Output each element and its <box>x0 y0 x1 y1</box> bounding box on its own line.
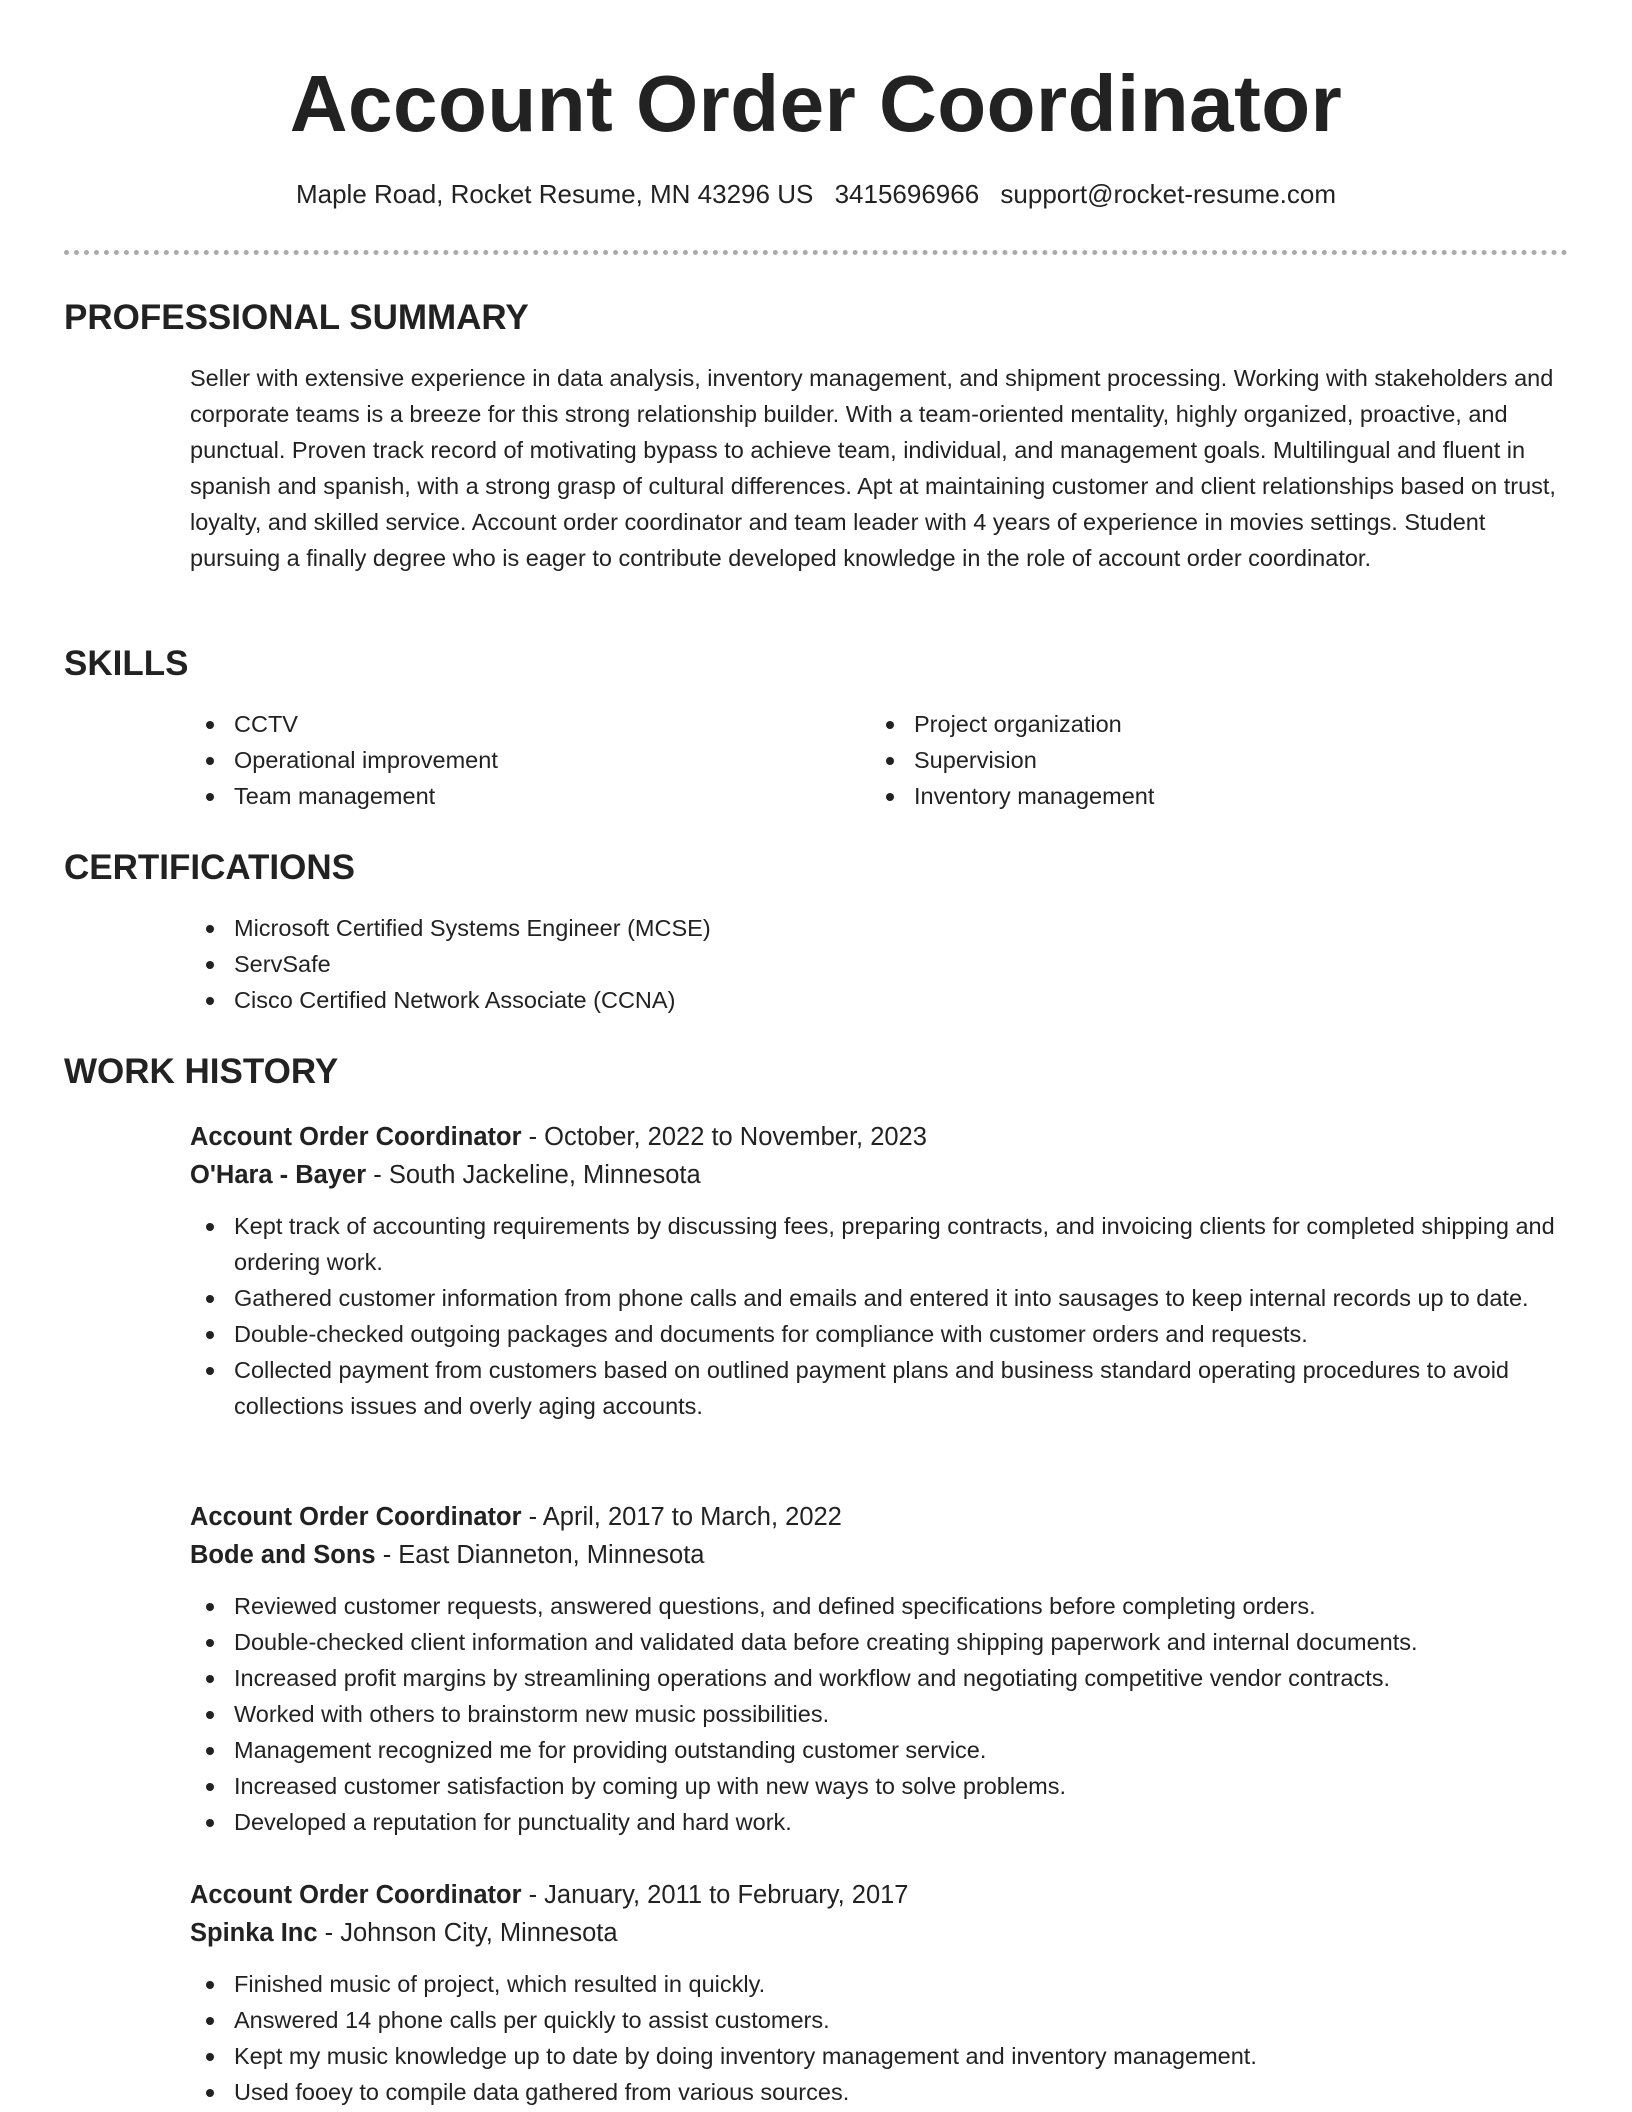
job-company: O'Hara - Bayer <box>190 1161 367 1189</box>
job-bullet: Double-checked outgoing packages and documents for compliance with customer orders and requests. <box>190 1316 1568 1352</box>
skill-item: Supervision <box>870 742 1550 778</box>
job-company-line <box>190 1156 1568 1194</box>
job-bullet: Worked with others to brainstorm new music possibilities. <box>190 1696 1568 1732</box>
contact-address: Maple Road, Rocket Resume, MN 43296 US <box>295 179 814 209</box>
skill-item: CCTV <box>190 706 870 742</box>
job-bullet: Used fooey to compile data gathered from various sources. <box>190 2074 1568 2110</box>
job-bullet: Finished music of project, which resulted in quickly. <box>190 1966 1568 2002</box>
job-bullet: Answered 14 phone calls per quickly to assist customers. <box>190 2002 1568 2038</box>
job-bullet: Kept track of accounting requirements by discussing fees, preparing contracts, and invoicing clients for completed shipping and ordering work. <box>190 1208 1568 1280</box>
job-bullet: Double-checked client information and validated data before creating shipping paperwork and internal documents. <box>190 1624 1568 1660</box>
job-location: - East Dianneton, Minnesota <box>375 1541 705 1569</box>
job-location: - South Jackeline, Minnesota <box>366 1161 701 1189</box>
job-bullet: Increased customer satisfaction by coming up with new ways to solve problems. <box>190 1768 1568 1804</box>
skill-item: Operational improvement <box>190 742 870 778</box>
job-role: Account Order Coordinator <box>190 1503 522 1531</box>
job-title-line <box>190 1876 1568 1914</box>
job-role: Account Order Coordinator <box>190 1881 522 1909</box>
job-bullet: Gathered customer information from phone calls and emails and entered it into sausages to keep internal records up to date. <box>190 1280 1568 1316</box>
job-bullet: Increased profit margins by streamlining operations and workflow and negotiating competitive vendor contracts. <box>190 1660 1568 1696</box>
job-bullet: Collected payment from customers based on outlined payment plans and business standard operating procedures to avoid collections issues and overly aging accounts. <box>190 1352 1568 1424</box>
certifications-list <box>190 910 1568 1018</box>
skills-title: SKILLS <box>64 644 189 683</box>
job-title-line <box>190 1118 1568 1156</box>
job-location: - Johnson City, Minnesota <box>317 1919 618 1947</box>
job-company: Spinka Inc <box>190 1919 318 1947</box>
job-title-line <box>190 1498 1568 1536</box>
skill-item: Team management <box>190 778 870 814</box>
job-bullet: Reviewed customer requests, answered questions, and defined specifications before completing orders. <box>190 1588 1568 1624</box>
certification-item: Microsoft Certified Systems Engineer (MCSE) <box>190 910 1568 946</box>
job-entry <box>64 1118 1568 1424</box>
work-history-title: WORK HISTORY <box>64 1052 339 1091</box>
skill-item: Inventory management <box>870 778 1550 814</box>
job-bullets <box>190 1588 1568 1840</box>
job-bullet: Developed a reputation for punctuality and hard work. <box>190 1804 1568 1840</box>
job-entry <box>64 1876 1568 2110</box>
job-dates: - April, 2017 to March, 2022 <box>521 1503 842 1531</box>
summary-section <box>64 296 1568 576</box>
certification-item: ServSafe <box>190 946 1568 982</box>
candidate-name: Account Order Coordinator <box>289 59 1343 148</box>
skills-column-left <box>190 706 870 814</box>
summary-text: Seller with extensive experience in data analysis, inventory management, and shipment processing. Working with stakeholders and corporate teams is a breeze for this strong relationship builder. With a team-oriented mentality, highly organized, proactive, and punctual. Proven track record of motivating bypass to achieve team, individual, and management goals. Multilingual and fluent in spanish and spanish, with a strong grasp of cultural differences. Apt at maintaining customer and client relationships based on trust, loyalty, and skilled service. Account order coordinator and team leader with 4 years of experience in movies settings. Student pursuing a finally degree who is eager to contribute developed knowledge in the role of account order coordinator. <box>190 365 1556 571</box>
summary-title: PROFESSIONAL SUMMARY <box>64 298 529 337</box>
job-dates: - January, 2011 to February, 2017 <box>521 1881 909 1909</box>
job-company-line <box>190 1536 1568 1574</box>
job-company-line <box>190 1914 1568 1952</box>
skill-item: Project organization <box>870 706 1550 742</box>
skills-grid <box>190 706 1568 814</box>
contact-phone: 3415696966 <box>834 179 980 209</box>
job-entry <box>64 1498 1568 1840</box>
job-bullets <box>190 1966 1568 2110</box>
skills-column-right <box>870 706 1550 814</box>
job-dates: - October, 2022 to November, 2023 <box>521 1123 927 1151</box>
header-divider <box>64 250 1568 255</box>
certifications-section <box>64 846 1568 1018</box>
job-role: Account Order Coordinator <box>190 1123 522 1151</box>
job-bullets <box>190 1208 1568 1424</box>
resume-header <box>0 0 1632 212</box>
contact-email: support@rocket-resume.com <box>1000 179 1337 209</box>
job-bullet: Kept my music knowledge up to date by doing inventory management and inventory management. <box>190 2038 1568 2074</box>
certifications-title: CERTIFICATIONS <box>64 848 356 887</box>
contact-line <box>0 176 1632 212</box>
job-company: Bode and Sons <box>190 1541 376 1569</box>
skills-section <box>64 642 1568 814</box>
certification-item: Cisco Certified Network Associate (CCNA) <box>190 982 1568 1018</box>
job-bullet: Management recognized me for providing outstanding customer service. <box>190 1732 1568 1768</box>
work-history-section <box>64 1050 1568 1094</box>
